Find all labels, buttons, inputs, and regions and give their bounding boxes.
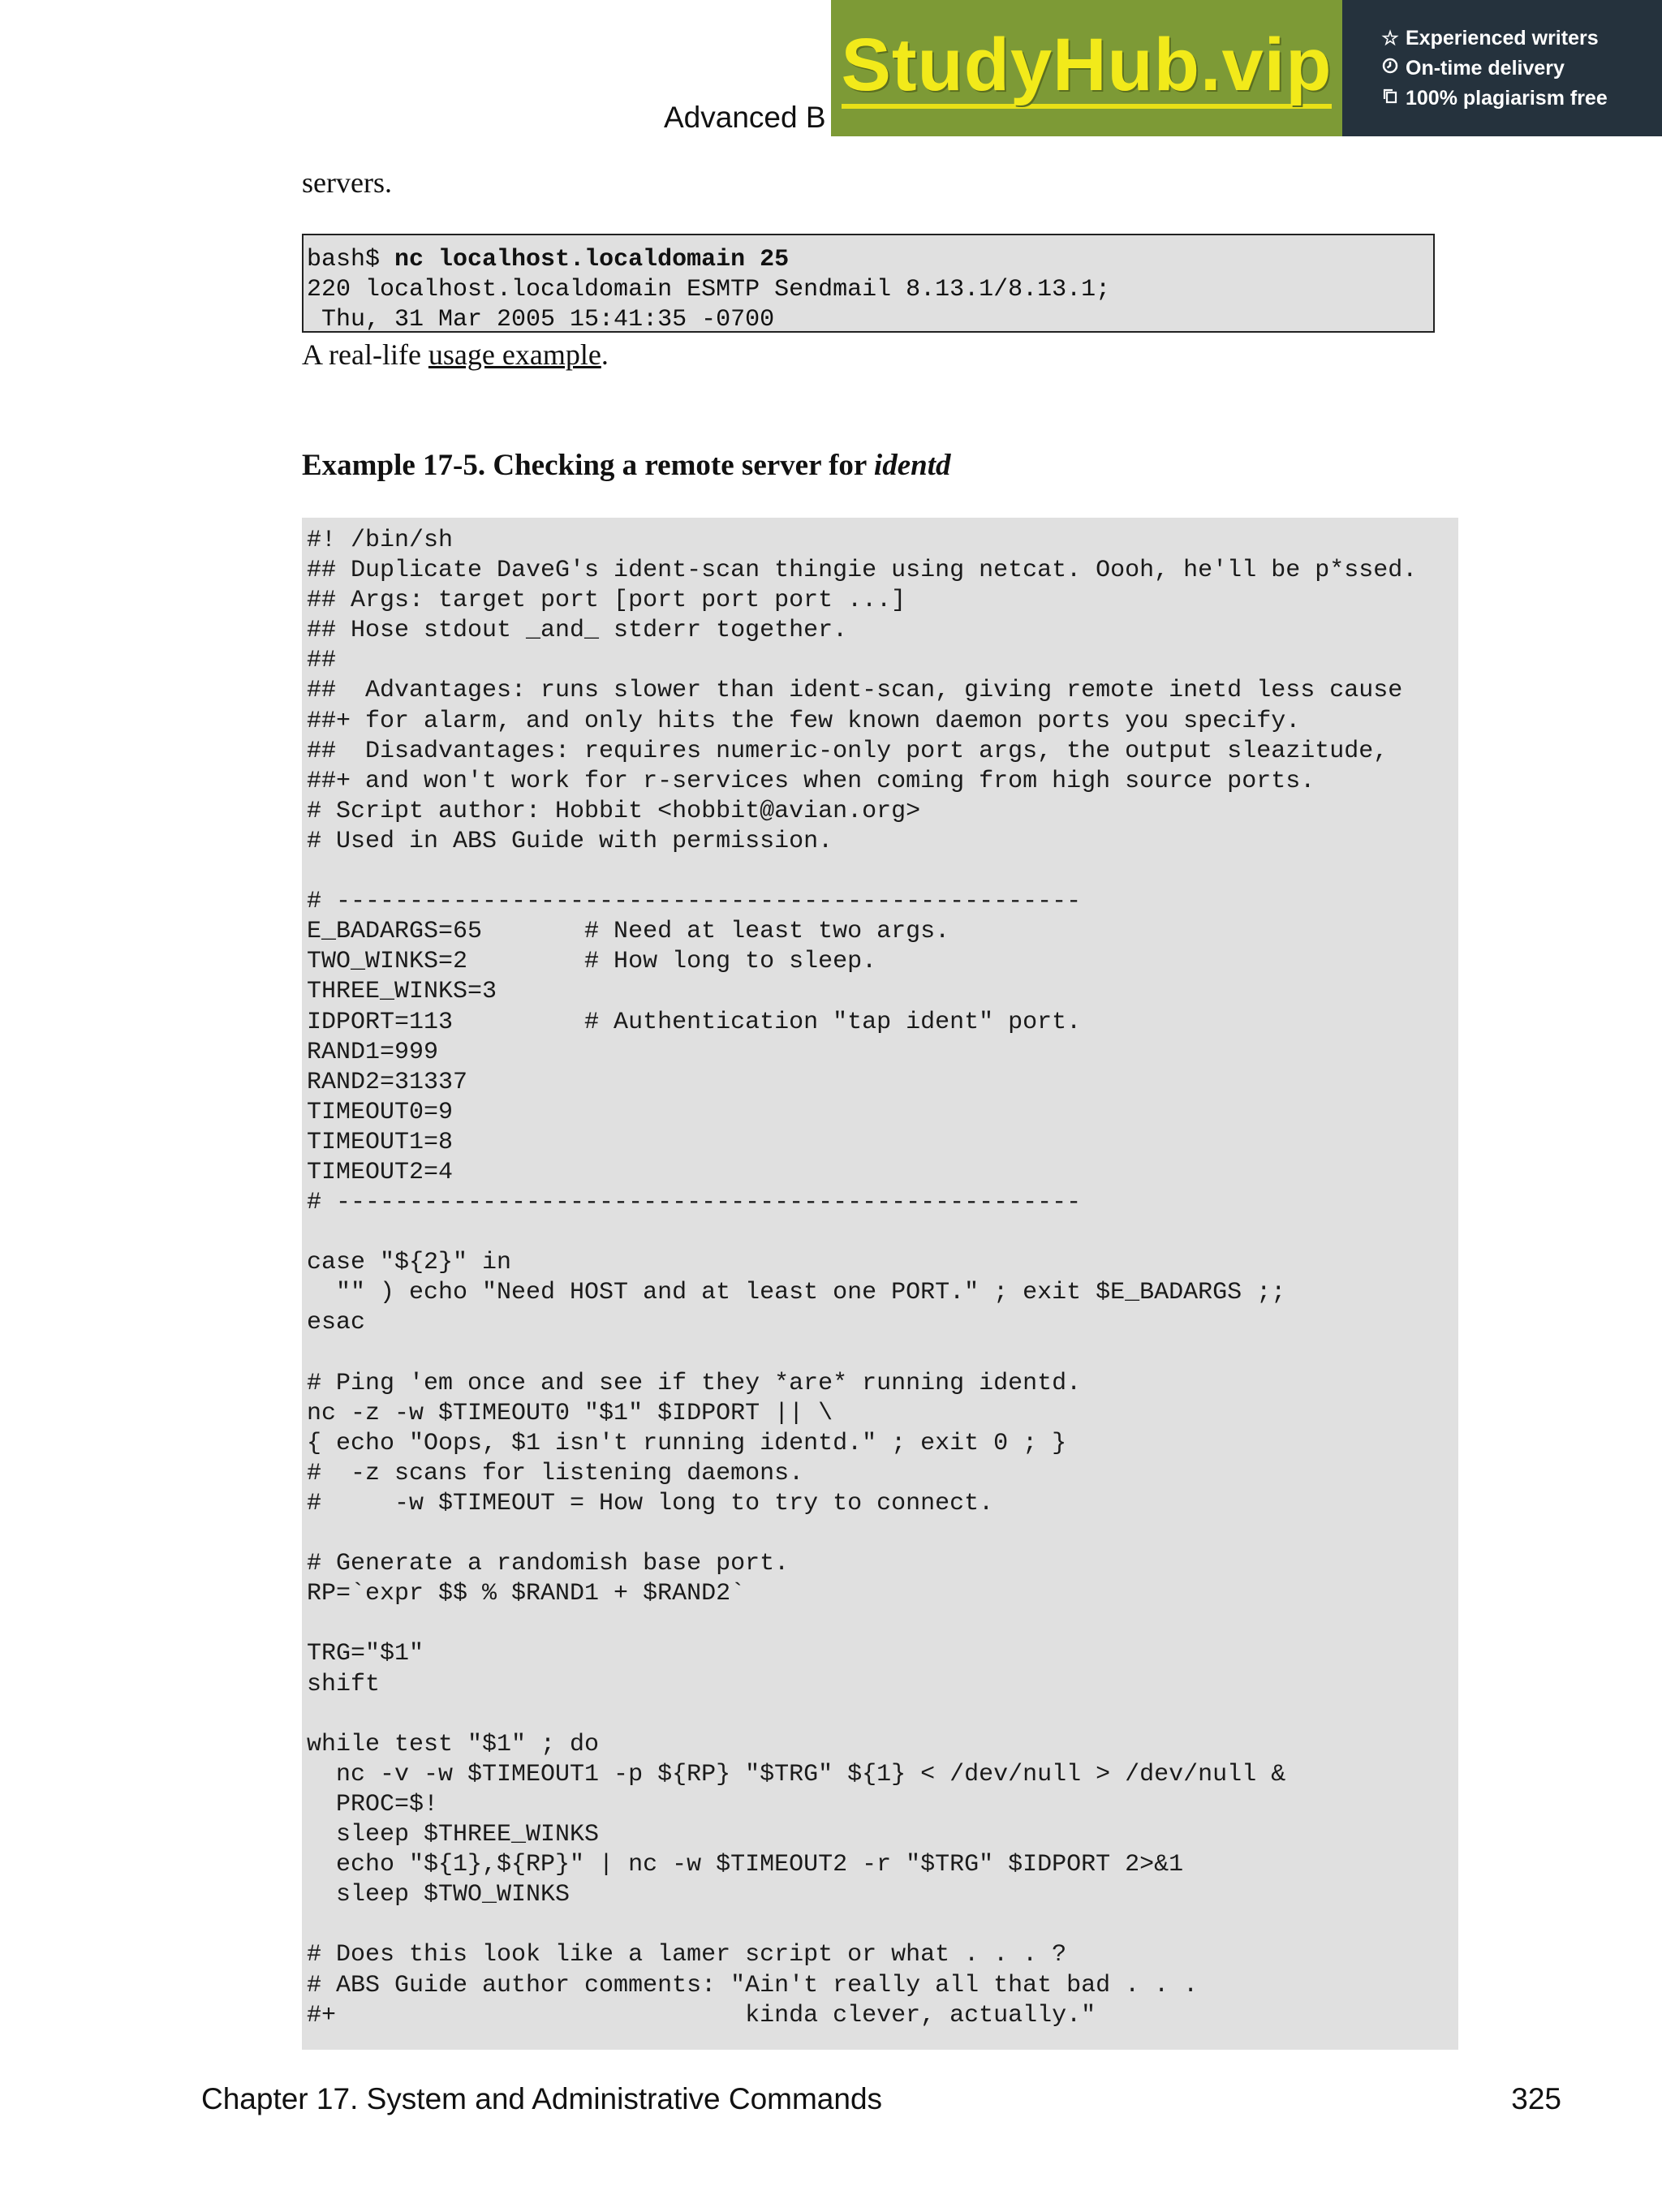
clock-icon bbox=[1380, 57, 1401, 80]
usage-suffix: . bbox=[601, 338, 609, 371]
usage-prefix: A real-life bbox=[302, 338, 428, 371]
brand-logo: StudyHub.vip bbox=[842, 28, 1333, 109]
feature-label: On-time delivery bbox=[1406, 56, 1565, 80]
feature-label: 100% plagiarism free bbox=[1406, 86, 1608, 110]
intro-trailing-text: servers. bbox=[302, 166, 392, 199]
usage-line bbox=[302, 338, 609, 372]
studyhub-banner[interactable] bbox=[831, 0, 1662, 136]
banner-brand-panel bbox=[831, 0, 1342, 136]
code-listing bbox=[302, 518, 1458, 2050]
terminal-output: 220 localhost.localdomain ESMTP Sendmail 8.13.1/8.13.1; Thu, 31 Mar 2005 15:41:35 -0700 bbox=[307, 276, 1111, 333]
copy-icon bbox=[1380, 87, 1401, 110]
star-icon: ☆ bbox=[1381, 27, 1399, 49]
terminal-example bbox=[302, 234, 1435, 333]
terminal-prompt: bash$ bbox=[307, 246, 395, 273]
example-title bbox=[302, 448, 950, 483]
code-text: #! /bin/sh ## Duplicate DaveG's ident-scan thingie using netcat. Oooh, he'll be p*ssed. ## Args: target port [port port port ...] ## Hose stdout _and_ stderr together. ## ## Advantages: runs slower than ident-scan, giving remote inetd less cause ##+ for alarm, and only hits the few known daemon ports you specify. ## Disadvantages: requires numeric-only port args, the output sleazitude, ##+ and won't work for r-services when coming from high source ports. # Script author: Hobbit <hobbit@avian.org> # Used in ABS Guide with permission. # --------------------------------------------------- E_BADARGS=65 # Need at least two args. TWO_WINKS=2 # How long to sleep. THREE_WINKS=3 IDPORT=113 # Authentication "tap ident" port. RAND1=999 RAND2=31337 TIMEOUT0=9 TIMEOUT1=8 TIMEOUT2=4 # --------------------------------------------------- case "${2}" in "" ) echo "Need HOST and at least one PORT." ; exit $E_BADARGS ;; esac # Ping 'em once and see if they *are* running identd. nc -z -w $TIMEOUT0 "$1" $IDPORT || \ { echo "Oops, $1 isn't running identd." ; exit 0 ; } # -z scans for listening daemons. # -w $TIMEOUT = How long to try to connect. # Generate a randomish base port. RP=`expr $$ % $RAND1 + $RAND2` TRG="$1" shift while test "$1" ; do nc -v -w $TIMEOUT1 -p ${RP} "$TRG" ${1} < /dev/null > /dev/null & PROC=$! sleep $THREE_WINKS echo "${1},${RP}" | nc -w $TIMEOUT2 -r "$TRG" $IDPORT 2>&1 sleep $TWO_WINKS # Does this look like a lamer script or what . . . ? # ABS Guide author comments: "Ain't really all that bad . . . #+ kinda clever, actually." bbox=[307, 527, 1418, 2029]
example-title-text: Example 17-5. Checking a remote server for bbox=[302, 449, 874, 482]
feature-plagiarism-free bbox=[1380, 87, 1662, 110]
example-title-italic: identd bbox=[873, 449, 951, 482]
page-number: 325 bbox=[1511, 2082, 1561, 2115]
feature-label: Experienced writers bbox=[1406, 26, 1599, 49]
feature-experienced-writers bbox=[1380, 27, 1662, 50]
terminal-command: nc localhost.localdomain 25 bbox=[394, 246, 790, 273]
running-header: Advanced B bbox=[664, 101, 826, 134]
footer-chapter-title: Chapter 17. System and Administrative Commands bbox=[201, 2082, 883, 2115]
usage-example-link[interactable]: usage example bbox=[428, 338, 601, 371]
feature-on-time-delivery bbox=[1380, 57, 1662, 80]
banner-features bbox=[1342, 0, 1662, 136]
